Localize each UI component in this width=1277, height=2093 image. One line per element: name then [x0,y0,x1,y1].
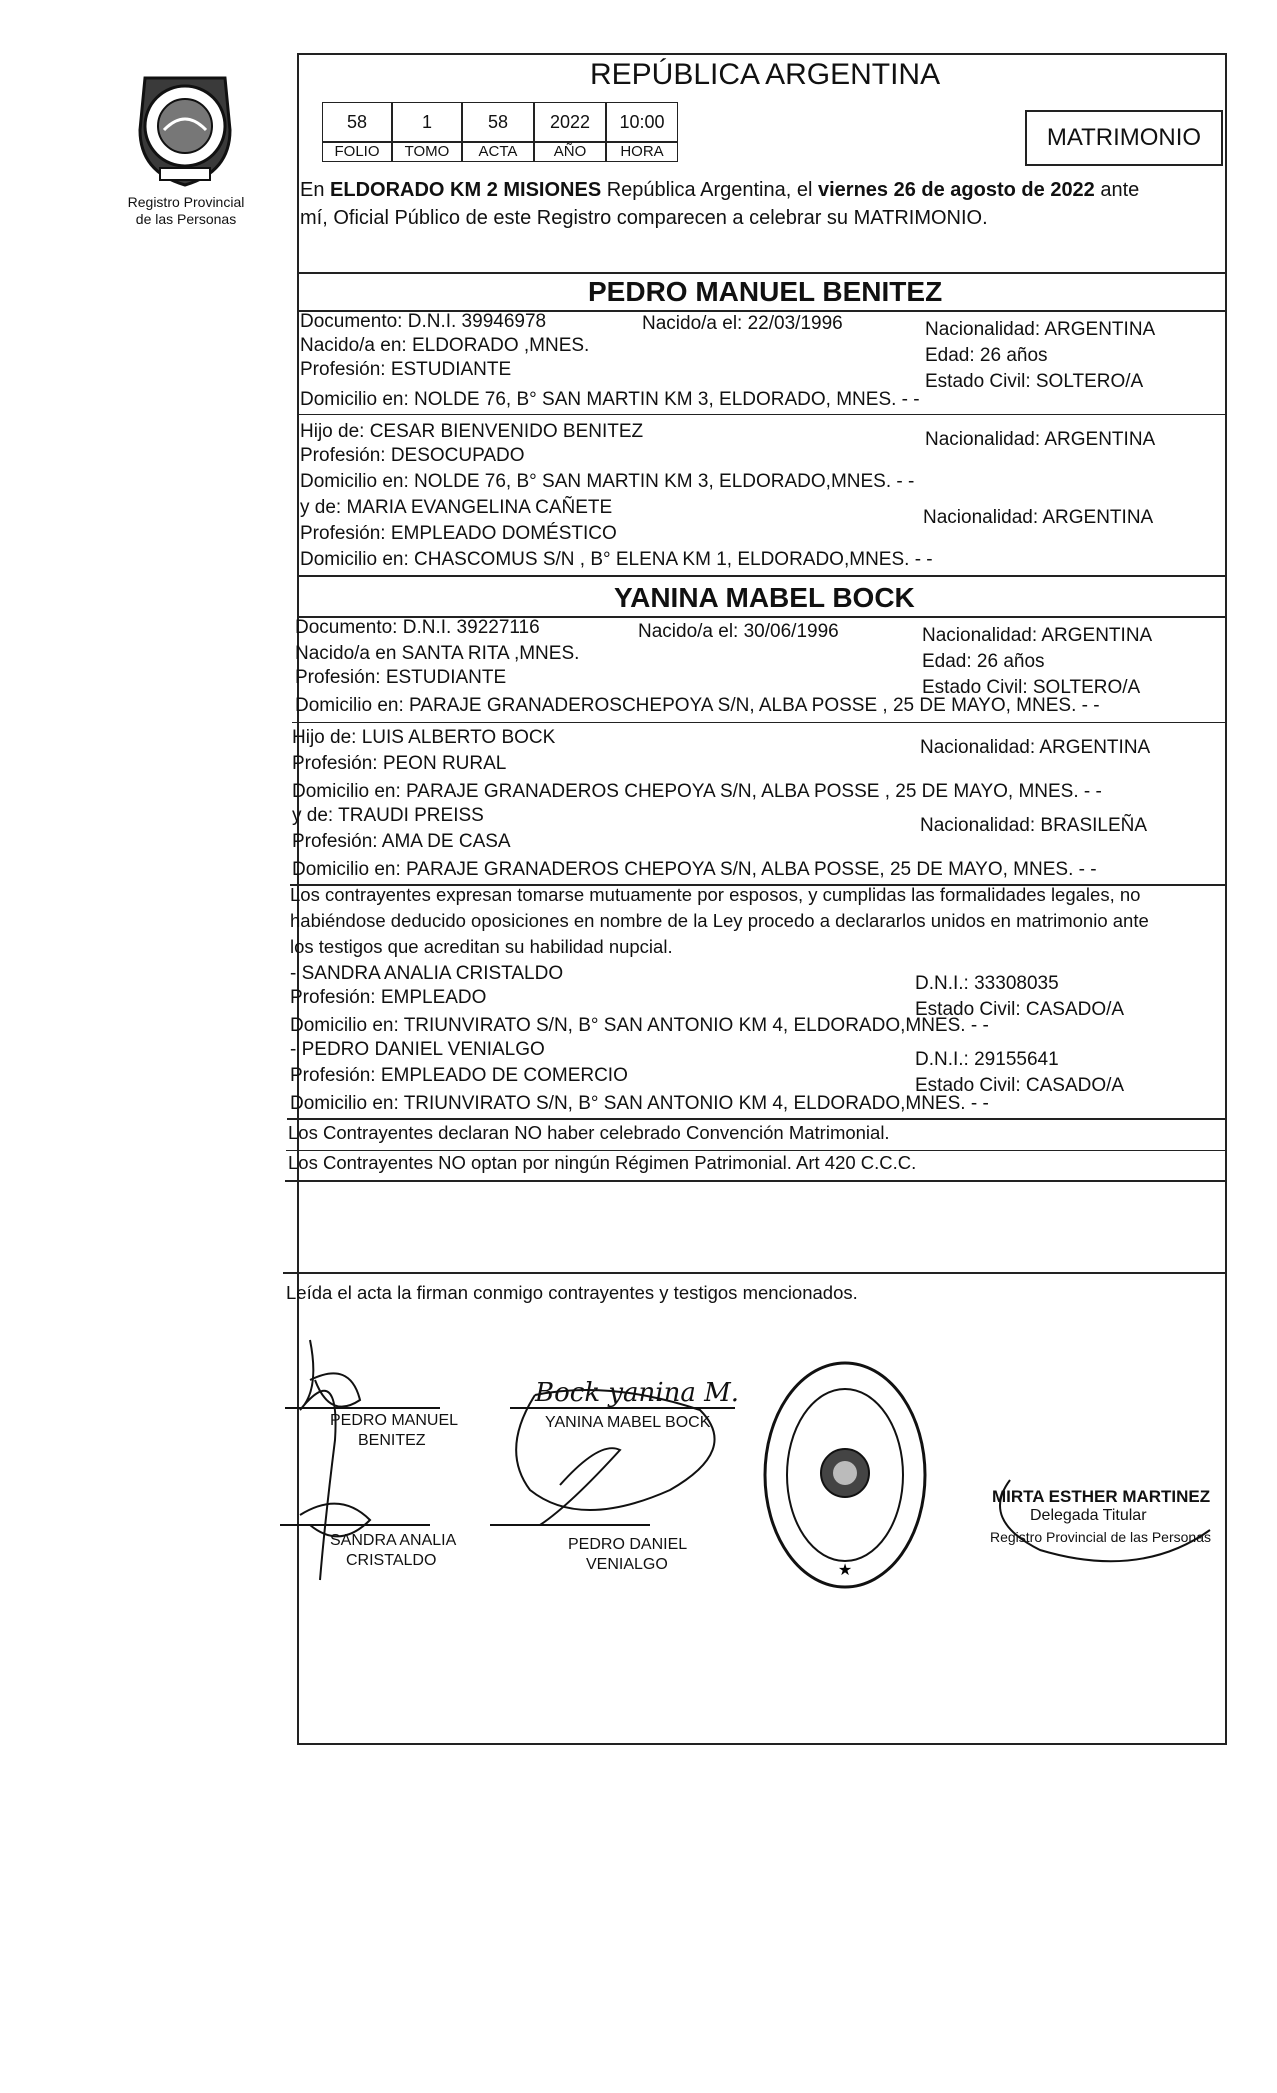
spouse2-nacido-en: Nacido/a en SANTA RITA ,MNES. [295,643,580,664]
signature-handwriting: Bock yanina M. [535,1378,739,1408]
spouse2-documento: Documento: D.N.I. 39227116 [295,617,540,638]
signature-spouse2-line1: YANINA MABEL BOCK [545,1414,711,1431]
spouse1-nacionalidad: Nacionalidad: ARGENTINA [925,319,1156,340]
conventions-line1: Los Contrayentes declaran NO haber celebrado Convención Matrimonial. [288,1122,890,1143]
registry-folio: 58 [322,102,392,142]
spouse2-madre-nacionalidad: Nacionalidad: BRASILEÑA [920,815,1148,836]
spouse1-padre-profesion: Profesión: DESOCUPADO [300,445,525,466]
intro-place: ELDORADO KM 2 MISIONES [330,179,602,201]
spouse1-estado-civil: Estado Civil: SOLTERO/A [925,371,1144,392]
spouse1-padre: Hijo de: CESAR BIENVENIDO BENITEZ [300,421,644,442]
official-org: Registro Provincial de las Personas [990,1529,1211,1545]
witness1-dni: D.N.I.: 33308035 [915,973,1059,994]
witness1-profesion: Profesión: EMPLEADO [290,987,487,1008]
intro-mid: República Argentina, el [606,179,813,201]
spouse2-nacionalidad: Nacionalidad: ARGENTINA [922,625,1153,646]
intro-line2: mí, Oficial Público de este Registro comparecen a celebrar su MATRIMONIO. [300,207,988,229]
record-type-box [1025,110,1223,166]
registry-hora: 10:00 [606,102,678,142]
signature-witness2-line2: VENIALGO [586,1556,668,1573]
svg-text:★: ★ [837,1560,853,1579]
record-type: MATRIMONIO [1046,124,1202,151]
seal-caption-line2: de las Personas [135,211,237,227]
witness2-name: - PEDRO DANIEL VENIALGO [290,1039,545,1060]
intro-prefix: En [300,179,325,201]
intro-date: viernes 26 de agosto de 2022 [818,179,1095,201]
witness1-domicilio: Domicilio en: TRIUNVIRATO S/N, B° SAN ANTONIO KM 4, ELDORADO,MNES. - - [290,1015,989,1036]
closing-text: Leída el acta la firman conmigo contrayentes y testigos mencionados. [286,1282,858,1303]
spouse1-nacido-en: Nacido/a en: ELDORADO ,MNES. [300,335,590,356]
conventions-line2: Los Contrayentes NO optan por ningún Régimen Patrimonial. Art 420 C.C.C. [288,1152,917,1173]
spouse1-domicilio: Domicilio en: NOLDE 76, B° SAN MARTIN KM 3, ELDORADO, MNES. - - [300,389,920,410]
spouse1-edad: Edad: 26 años [925,345,1048,366]
spouse1-padre-domicilio: Domicilio en: NOLDE 76, B° SAN MARTIN KM 3, ELDORADO,MNES. - - [300,471,915,492]
seal-caption-line1: Registro Provincial [127,194,245,210]
registry-label-acta: ACTA [462,142,534,162]
witness1-name: - SANDRA ANALIA CRISTALDO [290,963,564,984]
signature-witness2-line1: PEDRO DANIEL [568,1536,688,1553]
signature-strokes [280,1320,1220,1620]
provincial-seal [120,60,250,190]
registry-table [322,102,678,162]
official-stamp [760,1355,930,1595]
witness2-domicilio: Domicilio en: TRIUNVIRATO S/N, B° SAN ANTONIO KM 4, ELDORADO,MNES. - - [290,1093,989,1114]
signature-spouse1-line1: PEDRO MANUEL [330,1412,459,1429]
declaration-line2: habiéndose deducido oposiciones en nombre de la Ley procedo a declararlos unidos en matrimonio ante [290,910,1149,931]
registry-label-anio: AÑO [534,142,606,162]
declaration-line1: Los contrayentes expresan tomarse mutuamente por esposos, y cumplidas las formalidades legales, no [290,884,1141,905]
witness2-profesion: Profesión: EMPLEADO DE COMERCIO [290,1065,628,1086]
official-title: Delegada Titular [1030,1507,1147,1524]
spouse1-madre-nacionalidad: Nacionalidad: ARGENTINA [923,507,1154,528]
spouse2-padre-nacionalidad: Nacionalidad: ARGENTINA [920,737,1151,758]
official-name: MIRTA ESTHER MARTINEZ [992,1487,1211,1506]
declaration-line3: los testigos que acreditan su habilidad nupcial. [290,936,673,957]
spouse2-padre-domicilio: Domicilio en: PARAJE GRANADEROS CHEPOYA S/N, ALBA POSSE , 25 DE MAYO, MNES. - - [292,781,1102,802]
spouse2-padre-profesion: Profesión: PEON RURAL [292,753,507,774]
spouse2-domicilio: Domicilio en: PARAJE GRANADEROSCHEPOYA S/N, ALBA POSSE , 25 DE MAYO, MNES. - - [295,695,1100,716]
signature-witness1-line2: CRISTALDO [346,1552,437,1569]
registry-acta: 58 [462,102,534,142]
signature-witness1-line1: SANDRA ANALIA [330,1532,457,1549]
spouse2-profesion: Profesión: ESTUDIANTE [295,667,507,688]
registry-label-folio: FOLIO [322,142,392,162]
witness2-estado-civil: Estado Civil: CASADO/A [915,1075,1125,1096]
witness2-dni: D.N.I.: 29155641 [915,1049,1059,1070]
registry-anio: 2022 [534,102,606,142]
country-title: REPÚBLICA ARGENTINA [590,58,941,91]
spouse2-madre-domicilio: Domicilio en: PARAJE GRANADEROS CHEPOYA S/N, ALBA POSSE, 25 DE MAYO, MNES. - - [292,859,1097,880]
registry-label-hora: HORA [606,142,678,162]
registry-label-tomo: TOMO [392,142,462,162]
spouse1-padre-nacionalidad: Nacionalidad: ARGENTINA [925,429,1156,450]
witness1-estado-civil: Estado Civil: CASADO/A [915,999,1125,1020]
spouse2-padre: Hijo de: LUIS ALBERTO BOCK [292,727,556,748]
spouse2-nacido-el: Nacido/a el: 30/06/1996 [638,621,839,642]
spouse2-name: YANINA MABEL BOCK [614,582,915,613]
spouse1-madre: y de: MARIA EVANGELINA CAÑETE [300,497,613,518]
registry-tomo: 1 [392,102,462,142]
intro-suffix: ante [1100,179,1140,201]
spouse2-estado-civil: Estado Civil: SOLTERO/A [922,677,1141,698]
spouse1-documento: Documento: D.N.I. 39946978 [300,311,547,332]
spouse2-edad: Edad: 26 años [922,651,1045,672]
spouse1-madre-domicilio: Domicilio en: CHASCOMUS S/N , B° ELENA KM 1, ELDORADO,MNES. - - [300,549,933,570]
signature-spouse1-line2: BENITEZ [358,1432,426,1449]
spouse1-nacido-el: Nacido/a el: 22/03/1996 [642,313,843,334]
spouse1-profesion: Profesión: ESTUDIANTE [300,359,512,380]
spouse1-name: PEDRO MANUEL BENITEZ [588,276,943,307]
intro-line1 [300,180,1139,200]
spouse2-madre-profesion: Profesión: AMA DE CASA [292,831,511,852]
spouse1-madre-profesion: Profesión: EMPLEADO DOMÉSTICO [300,523,617,544]
spouse2-madre: y de: TRAUDI PREISS [292,805,484,826]
